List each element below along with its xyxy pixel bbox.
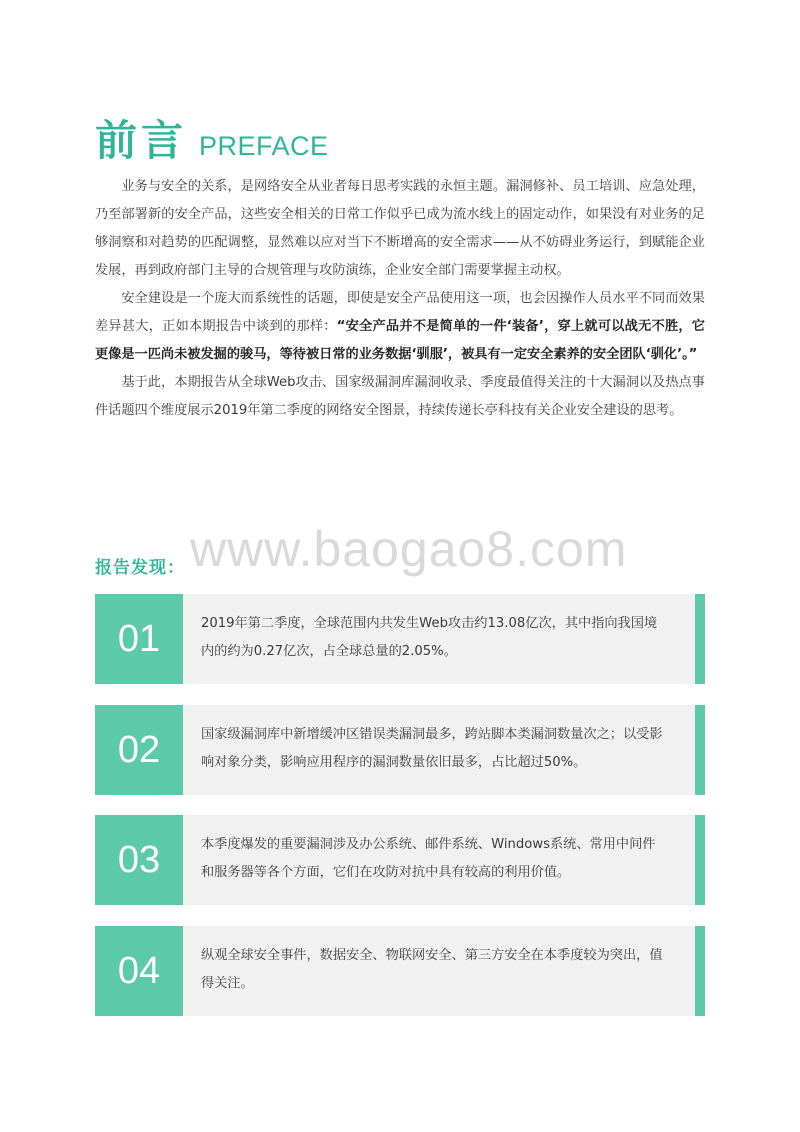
watermark: www.baogao8.com: [190, 521, 628, 577]
finding-card-4: [95, 926, 705, 1016]
finding-text: 本季度爆发的重要漏洞涉及办公系统、邮件系统、Windows系统、常用中间件和服务器等各个方面，它们在攻防对抗中具有较高的利用价值。: [201, 837, 656, 880]
preface-body: [95, 173, 705, 425]
finding-number: 02: [95, 705, 183, 795]
finding-text: 纵观全球安全事件，数据安全、物联网安全、第三方安全在本季度较为突出，值得关注。: [201, 948, 663, 991]
finding-number: 04: [95, 926, 183, 1016]
finding-number: 03: [95, 815, 183, 905]
paragraph-2: [95, 285, 705, 369]
finding-accent-bar: [695, 926, 705, 1016]
finding-number: 01: [95, 594, 183, 684]
paragraph-2-quote: “安全产品并不是简单的一件‘装备’，穿上就可以战无不胜，它更像是一匹尚未被发掘的骏马，等待被日常的业务数据‘驯服’，被具有一定安全素养的安全团队‘驯化’。”: [95, 319, 705, 362]
finding-accent-bar: [695, 705, 705, 795]
finding-card-1: [95, 594, 705, 684]
page-title: [95, 108, 329, 168]
finding-card-3: [95, 815, 705, 905]
finding-text: 2019年第二季度，全球范围内共发生Web攻击约13.08亿次，其中指向我国境内的约为0.27亿次，占全球总量的2.05%。: [201, 616, 658, 659]
findings-heading: 报告发现：: [95, 558, 185, 578]
finding-accent-bar: [695, 594, 705, 684]
paragraph-1: 业务与安全的关系，是网络安全从业者每日思考实践的永恒主题。漏洞修补、员工培训、应急处理，乃至部署新的安全产品，这些安全相关的日常工作似乎已成为流水线上的固定动作，如果没有对业务的足够洞察和对趋势的匹配调整，显然难以应对当下不断增高的安全需求——从不妨碍业务运行，到赋能企业发展，再到政府部门主导的合规管理与攻防演练，企业安全部门需要掌握主动权。: [95, 179, 705, 278]
finding-accent-bar: [695, 815, 705, 905]
paragraph-2-lead: 安全建设是一个庞大而系统性的话题，即使是安全产品使用这一项，也会因操作人员水平不同而效果差异甚大，正如本期报告中谈到的那样：: [95, 291, 705, 334]
title-chinese: 前言: [95, 116, 188, 165]
finding-text: 国家级漏洞库中新增缓冲区错误类漏洞最多，跨站脚本类漏洞数量次之；以受影响对象分类，影响应用程序的漏洞数量依旧最多，占比超过50%。: [201, 727, 663, 770]
finding-card-2: [95, 705, 705, 795]
title-english: PREFACE: [199, 131, 329, 161]
paragraph-3: 基于此，本期报告从全球Web攻击、国家级漏洞库漏洞收录、季度最值得关注的十大漏洞以及热点事件话题四个维度展示2019年第二季度的网络安全图景，持续传递长亭科技有关企业安全建设的思考。: [95, 375, 705, 418]
